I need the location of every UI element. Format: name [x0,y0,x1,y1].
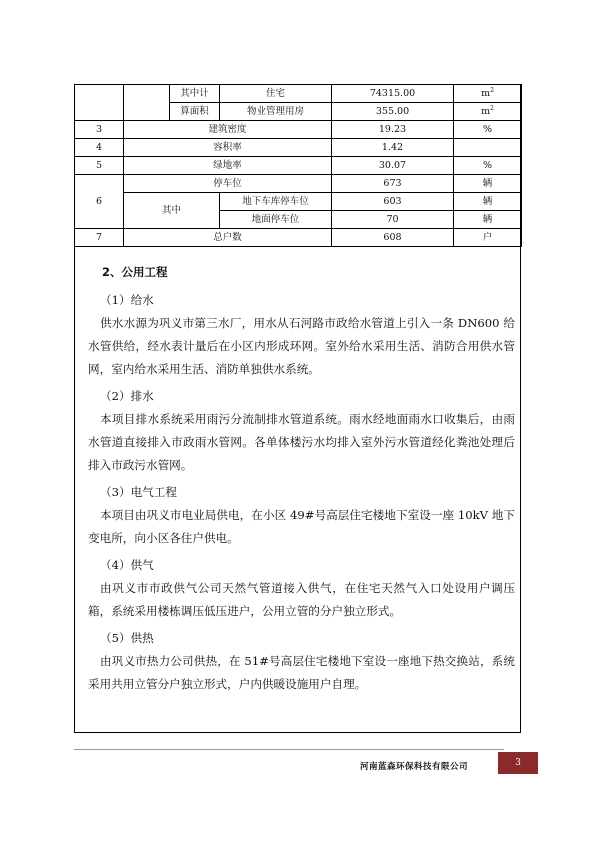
table-cell: 608 [332,229,454,247]
table-cell: 总户数 [124,229,332,247]
table-cell: 辆 [454,211,522,229]
table-cell: 19.23 [332,121,454,139]
paragraph: 本项目排水系统采用雨污分流制排水管道系统。雨水经地面雨水口收集后，由雨水管道直接排入市政雨水管网。各单体楼污水均排入室外污水管道经化粪池处理后排入市政污水管网。 [88,412,515,472]
table-row [75,229,522,247]
table-cell: 其中 [124,193,220,229]
paragraph: 由巩义市热力公司供热，在 51#号高层住宅楼地下室设一座地下热交换站，系统采用共用立管分户独立形式，户内供暖设施用户自理。 [88,654,515,691]
table-cell [75,85,124,121]
page-number: 3 [498,752,538,774]
table-cell: 1.42 [332,139,454,157]
row-number: 6 [75,175,124,229]
subsection-title: （4）供气 [100,558,154,572]
table-row [75,175,522,193]
table-cell: 603 [332,193,454,211]
subsection-title: （3）电气工程 [100,485,177,499]
table-cell: 容积率 [124,139,332,157]
table-cell: 355.00 [332,103,454,121]
subsection-title: （2）排水 [100,389,154,403]
table-cell: 停车位 [124,175,332,193]
table-cell: 辆 [454,175,522,193]
section-body [88,261,515,696]
table-cell: 70 [332,211,454,229]
unit-cell [454,85,522,103]
table-cell: 建筑密度 [124,121,332,139]
table-row [75,139,522,157]
footer-rule [74,749,504,750]
unit-text: m [481,105,491,117]
unit-superscript: 2 [490,86,494,94]
paragraph: 由巩义市市政供气公司天然气管道接入供气，在住宅天然气入口处设用户调压箱，系统采用楼栋调压低压进户，公用立管的分户独立形式。 [88,581,515,618]
table-cell: % [454,157,522,175]
table-cell: 673 [332,175,454,193]
table-cell: 30.07 [332,157,454,175]
table-cell: 算面积 [170,103,220,121]
table-cell: 其中计 [170,85,220,103]
table-cell: 物业管理用房 [220,103,332,121]
table-cell: 绿地率 [124,157,332,175]
table-cell: 辆 [454,193,522,211]
unit-text: m [481,87,491,99]
footer-company: 河南蓝森环保科技有限公司 [360,762,469,772]
row-number: 5 [75,157,124,175]
table-row [75,121,522,139]
paragraph: 供水水源为巩义市第三水厂，用水从石河路市政给水管道上引入一条 DN600 给水管供给，经水表计量后在小区内形成环网。室外给水采用生活、消防合用供水管网，室内给水采用生活、消防单独供水系统。 [88,316,515,376]
unit-superscript: 2 [490,104,494,112]
row-number: 7 [75,229,124,247]
table-cell [124,85,170,121]
table-cell: 地下车库停车位 [220,193,332,211]
subsection-title: （5）供热 [100,631,154,645]
subsection-title: （1）给水 [100,293,154,307]
paragraph: 本项目由巩义市电业局供电，在小区 49#号高层住宅楼地下室设一座 10kV 地下变电所，向小区各住户供电。 [88,508,515,545]
project-indicators-table [74,84,522,247]
table-cell: 地面停车位 [220,211,332,229]
table-row [75,193,522,211]
row-number: 3 [75,121,124,139]
table-cell: 户 [454,229,522,247]
table-cell: % [454,121,522,139]
unit-cell [454,103,522,121]
table-cell: 住宅 [220,85,332,103]
row-number: 4 [75,139,124,157]
table-cell [454,139,522,157]
table-row [75,85,522,103]
table-row [75,157,522,175]
table-cell: 74315.00 [332,85,454,103]
section-heading: 2、公用工程 [102,265,168,279]
